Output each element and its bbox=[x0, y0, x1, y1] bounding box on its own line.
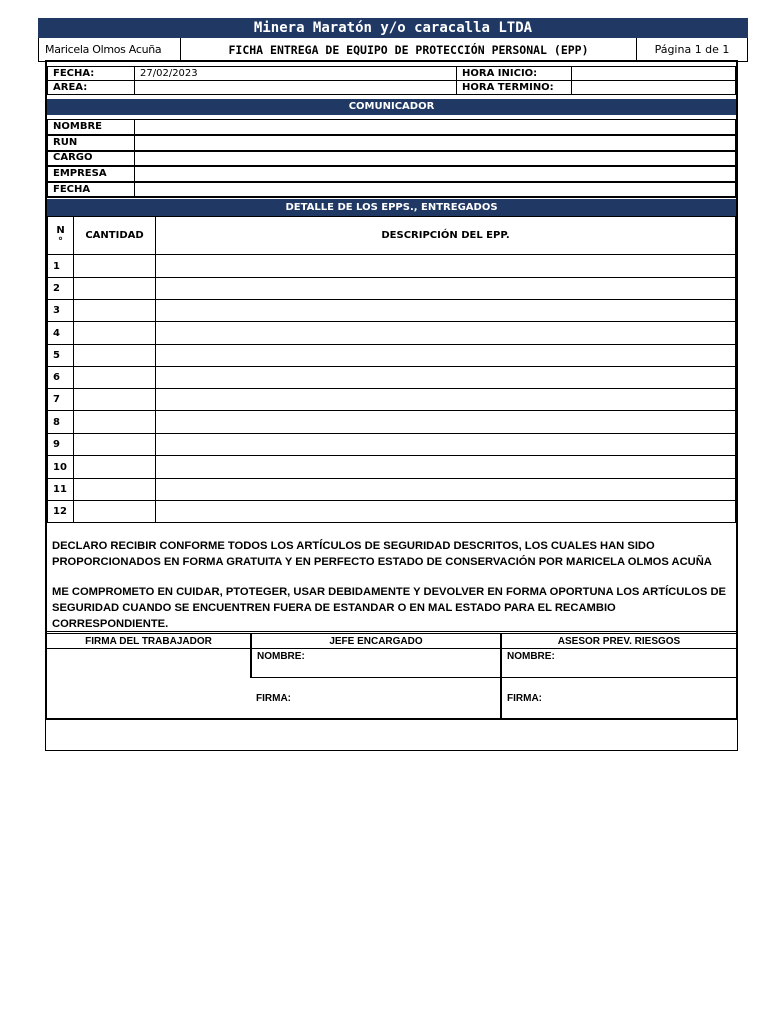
firma-trabajador-box[interactable] bbox=[47, 649, 251, 720]
detalle-heading: DETALLE DE LOS EPPS., ENTREGADOS bbox=[47, 199, 736, 216]
row-number: 12 bbox=[48, 501, 74, 523]
hora-inicio-field[interactable] bbox=[572, 67, 736, 81]
asesor-nombre-field[interactable]: NOMBRE: bbox=[501, 649, 736, 678]
table-row bbox=[48, 345, 736, 367]
col-num-header bbox=[48, 217, 74, 255]
table-row bbox=[48, 456, 736, 479]
field-label: RUN bbox=[48, 135, 135, 151]
row-number: 7 bbox=[48, 389, 74, 411]
page-number: Página 1 de 1 bbox=[654, 43, 730, 56]
cantidad-cell[interactable] bbox=[74, 389, 156, 411]
row-number: 8 bbox=[48, 411, 74, 434]
hora-inicio-label: HORA INICIO: bbox=[457, 67, 572, 81]
field-label: NOMBRE bbox=[48, 120, 135, 136]
col-num-text: N ° bbox=[56, 224, 65, 247]
epp-table bbox=[47, 216, 736, 523]
row-number: 2 bbox=[48, 278, 74, 300]
table-row bbox=[48, 367, 736, 389]
descripcion-cell[interactable] bbox=[156, 456, 736, 479]
descripcion-cell[interactable] bbox=[156, 367, 736, 389]
descripcion-cell[interactable] bbox=[156, 345, 736, 367]
declaration-text bbox=[52, 538, 732, 646]
hora-termino-field[interactable] bbox=[572, 81, 736, 95]
jefe-firma-field[interactable]: FIRMA: bbox=[256, 693, 291, 705]
fecha-value[interactable]: 27/02/2023 bbox=[135, 67, 457, 81]
firma-trabajador-header: FIRMA DEL TRABAJADOR bbox=[47, 633, 251, 649]
cantidad-cell[interactable] bbox=[74, 434, 156, 456]
field-label: EMPRESA bbox=[48, 166, 135, 182]
descripcion-cell[interactable] bbox=[156, 389, 736, 411]
area-label: AREA: bbox=[48, 81, 135, 95]
cantidad-cell[interactable] bbox=[74, 456, 156, 479]
header-row bbox=[38, 38, 748, 62]
cantidad-cell[interactable] bbox=[74, 300, 156, 322]
asesor-firma-field[interactable]: FIRMA: bbox=[501, 678, 736, 720]
descripcion-cell[interactable] bbox=[156, 434, 736, 456]
row-number: 10 bbox=[48, 456, 74, 479]
asesor-header: ASESOR PREV. RIESGOS bbox=[501, 633, 736, 649]
company-title: Minera Maratón y/o caracalla LTDA bbox=[38, 18, 748, 38]
table-row bbox=[48, 411, 736, 434]
table-row bbox=[48, 278, 736, 300]
col-descripcion-header: DESCRIPCIÓN DEL EPP. bbox=[156, 217, 736, 255]
empresa-field[interactable] bbox=[135, 166, 736, 182]
row-number: 11 bbox=[48, 479, 74, 501]
col-cantidad-header: CANTIDAD bbox=[74, 217, 156, 255]
row-number: 6 bbox=[48, 367, 74, 389]
table-row bbox=[48, 322, 736, 345]
cantidad-cell[interactable] bbox=[74, 322, 156, 345]
descripcion-cell[interactable] bbox=[156, 278, 736, 300]
comunicador-heading: COMUNICADOR bbox=[47, 99, 736, 115]
row-number: 1 bbox=[48, 255, 74, 278]
cantidad-cell[interactable] bbox=[74, 411, 156, 434]
cantidad-cell[interactable] bbox=[74, 501, 156, 523]
fecha-comunicador-field[interactable] bbox=[135, 182, 736, 198]
descripcion-cell[interactable] bbox=[156, 300, 736, 322]
cantidad-cell[interactable] bbox=[74, 255, 156, 278]
nombre-field[interactable] bbox=[135, 120, 736, 136]
row-number: 4 bbox=[48, 322, 74, 345]
row-number: 5 bbox=[48, 345, 74, 367]
hora-termino-label: HORA TERMINO: bbox=[457, 81, 572, 95]
descripcion-cell[interactable] bbox=[156, 411, 736, 434]
field-label: CARGO bbox=[48, 151, 135, 167]
table-row bbox=[48, 434, 736, 456]
descripcion-cell[interactable] bbox=[156, 255, 736, 278]
meta-table bbox=[47, 66, 736, 95]
run-field[interactable] bbox=[135, 135, 736, 151]
table-row bbox=[48, 300, 736, 322]
author-name: Maricela Olmos Acuña bbox=[39, 38, 181, 62]
descripcion-cell[interactable] bbox=[156, 501, 736, 523]
jefe-nombre-field[interactable]: NOMBRE: bbox=[251, 649, 501, 678]
row-number: 3 bbox=[48, 300, 74, 322]
descripcion-cell[interactable] bbox=[156, 479, 736, 501]
cantidad-cell[interactable] bbox=[74, 479, 156, 501]
table-row bbox=[48, 501, 736, 523]
cargo-field[interactable] bbox=[135, 151, 736, 167]
table-row bbox=[48, 255, 736, 278]
fecha-label: FECHA: bbox=[48, 67, 135, 81]
table-row bbox=[48, 389, 736, 411]
form-title: FICHA ENTREGA DE EQUIPO DE PROTECCIÓN PERSONAL (EPP) bbox=[181, 38, 637, 62]
area-field[interactable] bbox=[135, 81, 457, 95]
descripcion-cell[interactable] bbox=[156, 322, 736, 345]
cantidad-cell[interactable] bbox=[74, 278, 156, 300]
cantidad-cell[interactable] bbox=[74, 367, 156, 389]
signature-table bbox=[47, 631, 736, 720]
declaration-paragraph-2: ME COMPROMETO EN CUIDAR, PTOTEGER, USAR DEBIDAMENTE Y DEVOLVER EN FORMA OPORTUNA LOS ARTÍCULOS DE SEGURIDAD CUANDO SE ENCUENTREN FUERA DE ESTANDAR O EN MAL ESTADO PARA EL RECAMBIO CORRESPONDIENTE. bbox=[52, 586, 726, 630]
cantidad-cell[interactable] bbox=[74, 345, 156, 367]
table-row bbox=[48, 479, 736, 501]
declaration-paragraph-1: DECLARO RECIBIR CONFORME TODOS LOS ARTÍCULOS DE SEGURIDAD DESCRITOS, LOS CUALES HAN SIDO PROPORCIONADOS EN FORMA GRATUITA Y EN PERFECTO ESTADO DE CONSERVACIÓN POR MARICELA OLMOS ACUÑA bbox=[52, 540, 712, 568]
comunicador-table bbox=[47, 119, 736, 198]
jefe-encargado-header: JEFE ENCARGADO bbox=[251, 633, 501, 649]
row-number: 9 bbox=[48, 434, 74, 456]
field-label: FECHA bbox=[48, 182, 135, 198]
footer-box bbox=[45, 720, 738, 751]
